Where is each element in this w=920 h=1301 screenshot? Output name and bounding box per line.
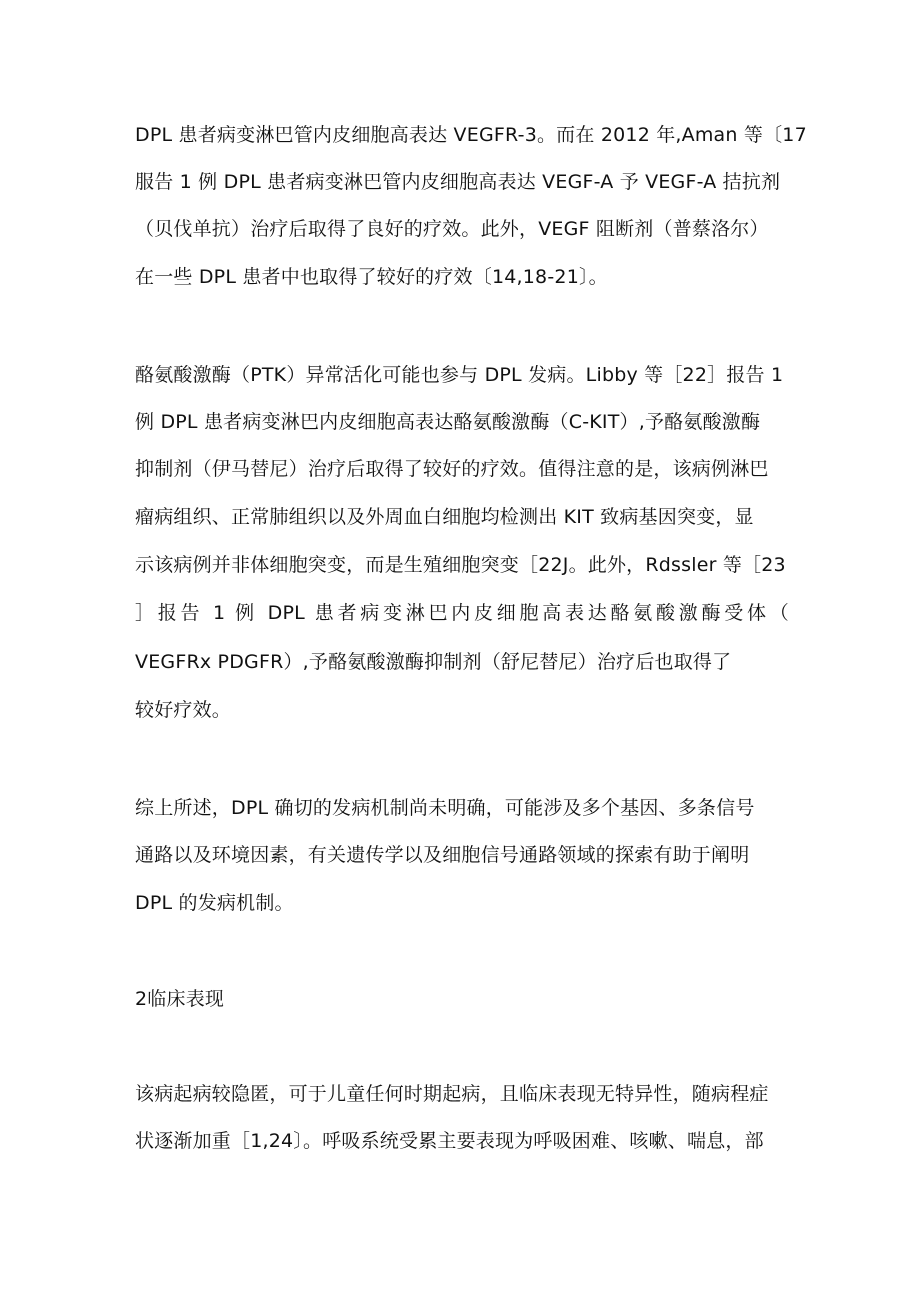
text-line: 通路以及环境因素，有关遗传学以及细胞信号通路领域的探索有助于阐明 [135, 844, 750, 866]
text-line: 瘤病组织、正常肺组织以及外周血白细胞均检测出 KIT 致病基因突变，显 [135, 506, 754, 528]
text-line: 例 DPL 患者病变淋巴内皮细胞高表达酪氨酸激酶（C-KIT）,予酪氨酸激酶 [135, 411, 761, 433]
text-line: VEGFRx PDGFR）,予酪氨酸激酶抑制剂（舒尼替尼）治疗后也取得了 [135, 651, 732, 673]
text-line: 综上所述，DPL 确切的发病机制尚未明确，可能涉及多个基因、多条信号 [135, 797, 755, 819]
text-line: DPL 患者病变淋巴管内皮细胞高表达 VEGFR-3。而在 2012 年,Aman 等〔17 [135, 124, 807, 146]
text-line: 示该病例并非体细胞突变，而是生殖细胞突变［22J。此外，Rdssler 等［23 [135, 554, 786, 576]
section-heading: 2临床表现 [135, 988, 225, 1010]
text-line: 该病起病较隐匿，可于儿童任何时期起病，且临床表现无特异性，随病程症 [135, 1083, 769, 1105]
text-line: 较好疗效。 [135, 699, 232, 721]
text-line: 服告 1 例 DPL 患者病变淋巴管内皮细胞高表达 VEGF-A 予 VEGF-A 拮抗剂 [135, 171, 781, 193]
text-line: 状逐渐加重［1,24〕。呼吸系统受累主要表现为呼吸困难、咳嗽、喘息，部 [135, 1130, 764, 1152]
text-line: 抑制剂（伊马替尼）治疗后取得了较好的疗效。值得注意的是，该病例淋巴 [135, 458, 769, 480]
text-line: ］报告 1 例 DPL 患者病变淋巴内皮细胞高表达酪氨酸激酶受体（ [135, 602, 789, 624]
text-line: 酪氨酸激酶（PTK）异常活化可能也参与 DPL 发病。Libby 等［22］报告 1 [135, 364, 784, 386]
text-line: DPL 的发病机制。 [135, 892, 294, 914]
text-line: （贝伐单抗）治疗后取得了良好的疗效。此外，VEGF 阻断剂（普蔡洛尔） [135, 218, 769, 240]
text-line: 在一些 DPL 患者中也取得了较好的疗效〔14,18-21〕。 [135, 266, 608, 288]
